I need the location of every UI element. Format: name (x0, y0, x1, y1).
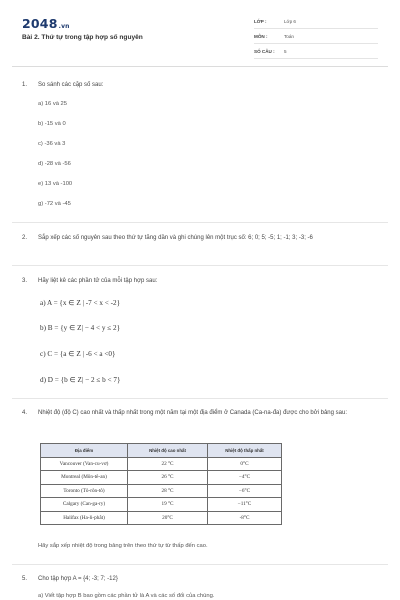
table-cell: Halifax (Ha-li-phắt) (41, 511, 128, 525)
question-text: Sắp xếp các số nguyên sau theo thứ tự tăng dần và ghi chúng lên một trục số: 6; 0; 5; -5; 1; -1; 3; -3; -6 (38, 235, 313, 241)
column-header: Nhiệt độ cao nhất (128, 444, 208, 458)
q1-item-a: a) 16 và 25 (38, 101, 68, 107)
question-5 (22, 575, 382, 584)
meta-label: MÔN : (254, 33, 268, 39)
question-divider (12, 564, 388, 565)
table-cell: −4°C (208, 471, 282, 485)
question-1 (22, 81, 382, 90)
table-cell: 20°C (128, 511, 208, 525)
table-cell: -8°C (208, 511, 282, 525)
question-number: 4. (22, 410, 28, 416)
meta-value: 5 (284, 48, 287, 54)
table-header-row (41, 444, 282, 458)
q5-item-a: a) Viết tập hợp B bao gồm các phần tử là A và các số đối của chúng. (38, 593, 215, 599)
table-cell: 26 °C (128, 471, 208, 485)
question-3 (22, 277, 382, 286)
meta-row-subject (254, 29, 378, 44)
q4-instruction: Hãy sắp xếp nhiệt độ trong bảng trên theo thứ tự từ thấp đến cao. (38, 543, 208, 549)
question-divider (12, 222, 388, 223)
temperature-table (40, 443, 282, 525)
question-number: 1. (22, 82, 28, 88)
table-cell: 28 °C (128, 484, 208, 498)
question-text: Cho tập hợp A = {4; -3; 7; -12} (38, 576, 118, 582)
table-row (41, 498, 282, 512)
column-header: Nhiệt độ thấp nhất (208, 444, 282, 458)
question-text: Nhiệt độ (độ C) cao nhất và thấp nhất trong một năm tại một địa điểm ở Canada (Ca-na-đa) được cho bởi bảng sau: (38, 410, 347, 416)
site-logo[interactable]: 2048.vn (22, 16, 70, 31)
table-cell: Toronto (Tô-rôn-tô) (41, 484, 128, 498)
table-cell: Montreal (Môn-tê-an) (41, 471, 128, 485)
meta-row-class (254, 14, 378, 29)
q1-item-g: g) -72 và -45 (38, 201, 71, 207)
worksheet-title: Bài 2. Thứ tự trong tập hợp số nguyên (22, 34, 143, 41)
q3-item-b: b) B = {y ∈ Z| − 4 < y ≤ 2} (40, 324, 121, 332)
table-row (41, 511, 282, 525)
column-header: Địa điểm (41, 444, 128, 458)
table-cell: −11°C (208, 498, 282, 512)
question-4 (22, 409, 382, 418)
q3-item-c: c) C = {a ∈ Z | -6 < a <0} (40, 350, 116, 358)
table-cell: 22 °C (128, 457, 208, 471)
meta-label: SỐ CÂU : (254, 48, 275, 54)
q1-item-e: e) 13 và -100 (38, 181, 73, 187)
question-number: 5. (22, 576, 28, 582)
table-cell: Vancouver (Van-cu-vơ) (41, 457, 128, 471)
q1-item-c: c) -36 và 3 (38, 141, 66, 147)
question-divider (12, 265, 388, 266)
table-row (41, 457, 282, 471)
worksheet-meta (254, 14, 378, 59)
table-cell: 0°C (208, 457, 282, 471)
header-divider (12, 66, 388, 67)
meta-row-question-count (254, 44, 378, 59)
question-divider (12, 398, 388, 399)
question-2 (22, 234, 382, 243)
meta-label: LỚP : (254, 18, 267, 24)
question-text: Hãy liệt kê các phần tử của mỗi tập hợp sau: (38, 278, 158, 284)
question-number: 2. (22, 235, 28, 241)
q1-item-b: b) -15 và 0 (38, 121, 66, 127)
q1-item-d: d) -28 và -56 (38, 161, 71, 167)
q3-item-a: a) A = {x ∈ Z | -7 < x < -2} (40, 299, 121, 307)
table-row (41, 471, 282, 485)
meta-value: Toán (284, 33, 294, 39)
meta-value: Lớp 6 (284, 18, 296, 24)
table-row (41, 484, 282, 498)
q3-item-d: d) D = {b ∈ Z| − 2 ≤ b < 7} (40, 376, 121, 384)
table-cell: −6°C (208, 484, 282, 498)
table-cell: 19 °C (128, 498, 208, 512)
question-text: So sánh các cặp số sau: (38, 82, 104, 88)
table-cell: Calgary (Can-ga-ry) (41, 498, 128, 512)
question-number: 3. (22, 278, 28, 284)
